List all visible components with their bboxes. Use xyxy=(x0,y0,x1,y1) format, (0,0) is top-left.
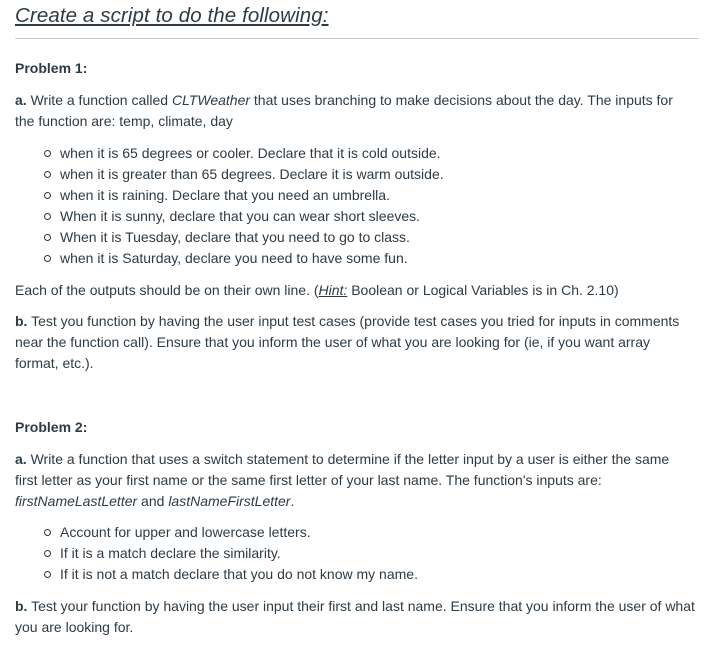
problem-2a-label: a. xyxy=(15,451,27,467)
page-title-container xyxy=(15,4,705,28)
list-item-text: Account for upper and lowercase letters. xyxy=(60,524,311,540)
list-item-text: when it is greater than 65 degrees. Declare it is warm outside. xyxy=(60,166,444,182)
bullet-circle-icon xyxy=(44,550,51,557)
problem-2b-label: b. xyxy=(15,598,28,614)
and-text: and xyxy=(137,493,169,509)
problem-2b-paragraph xyxy=(15,596,695,638)
problem-2a-paragraph xyxy=(15,449,695,512)
list-item-text: If it is not a match declare that you do not know my name. xyxy=(60,566,418,582)
list-item xyxy=(44,185,684,206)
problem-1b-paragraph xyxy=(15,311,695,374)
list-item xyxy=(44,522,684,543)
problem-1b-text: Test you function by having the user input test cases (provide test cases you tried for inputs in comments near the function call). Ensure that you inform the user of what you are looking for (ie, if you want array format, etc.). xyxy=(15,313,680,371)
list-item xyxy=(44,543,684,564)
bullet-circle-icon xyxy=(44,571,51,578)
problem-2a-text: Write a function that uses a switch statement to determine if the letter input by a user is either the same first letter as your first name or the same first letter of your last name. The function's inputs are: xyxy=(15,451,670,488)
outputs-note-text-end: Boolean or Logical Variables is in Ch. 2.10) xyxy=(347,282,619,298)
problem-2b-text: Test your function by having the user input their first and last name. Ensure that you inform the user of what you are looking for. xyxy=(15,598,695,635)
outputs-note xyxy=(15,280,695,301)
bullet-circle-icon xyxy=(44,171,51,178)
bullet-circle-icon xyxy=(44,529,51,536)
bullet-circle-icon xyxy=(44,255,51,262)
problem-1a-text-start: Write a function called xyxy=(26,92,172,108)
bullet-circle-icon xyxy=(44,150,51,157)
function-name-cltweather: CLTWeather xyxy=(171,92,251,108)
period-text: . xyxy=(290,493,295,509)
list-item-text: when it is raining. Declare that you need an umbrella. xyxy=(60,187,390,203)
list-item-text: when it is Saturday, declare you need to have some fun. xyxy=(60,250,408,266)
list-item-text: when it is 65 degrees or cooler. Declare that it is cold outside. xyxy=(60,145,441,161)
problem-1b-label: b. xyxy=(15,313,28,329)
list-item-text: When it is Tuesday, declare that you need to go to class. xyxy=(60,229,410,245)
problem-1-bullet-list xyxy=(44,143,684,269)
list-item xyxy=(44,206,684,227)
list-item xyxy=(44,143,684,164)
outputs-note-text-start: Each of the outputs should be on their own line. ( xyxy=(15,282,319,298)
hint-label: Hint: xyxy=(318,282,348,298)
bullet-circle-icon xyxy=(44,192,51,199)
list-item xyxy=(44,248,684,269)
title-divider xyxy=(15,38,699,39)
problem-1a-label: a. xyxy=(15,92,27,108)
bullet-circle-icon xyxy=(44,234,51,241)
problem-2-heading: Problem 2: xyxy=(15,419,88,435)
list-item-text: When it is sunny, declare that you can wear short sleeves. xyxy=(60,208,421,224)
input-name-first: firstNameLastLetter xyxy=(15,493,138,509)
problem-1-heading: Problem 1: xyxy=(15,60,88,76)
problem-2-bullet-list xyxy=(44,522,684,585)
problem-1a-text-end: that uses branching to make decisions about the day. The inputs for the function are: temp, climate, day xyxy=(15,92,673,129)
list-item xyxy=(44,564,684,585)
problem-1a-paragraph xyxy=(15,90,695,132)
list-item xyxy=(44,164,684,185)
page-title: Create a script to do the following: xyxy=(15,4,329,27)
input-name-second: lastNameFirstLetter xyxy=(168,493,291,509)
list-item-text: If it is a match declare the similarity. xyxy=(60,545,281,561)
bullet-circle-icon xyxy=(44,213,51,220)
list-item xyxy=(44,227,684,248)
